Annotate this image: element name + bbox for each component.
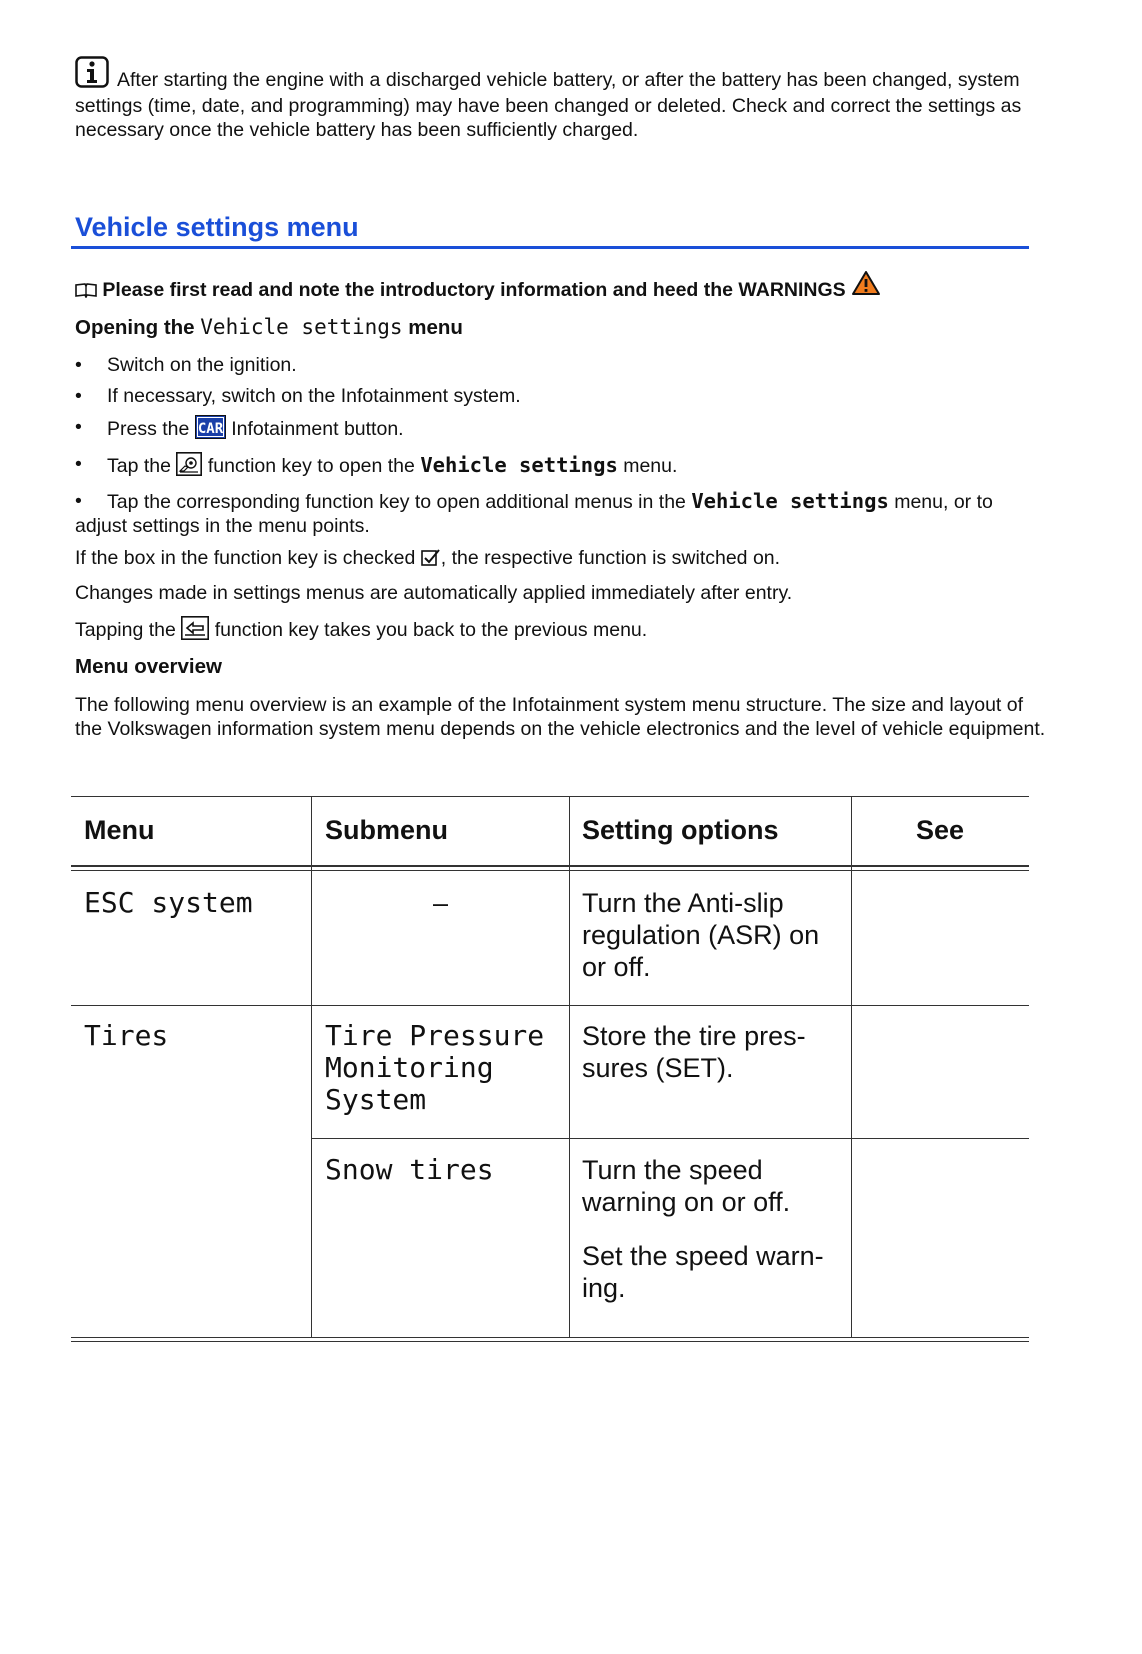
vehicle-settings-key-icon bbox=[176, 452, 202, 482]
svg-text:CAR: CAR bbox=[197, 421, 223, 437]
book-icon bbox=[75, 279, 102, 301]
list-item: • Tap the function key to open the Vehicle settings menu. bbox=[75, 452, 1050, 482]
list-item: • If necessary, switch on the Infotainment system. bbox=[75, 384, 1050, 408]
page-title: Vehicle settings menu bbox=[75, 212, 359, 242]
header-see: See bbox=[915, 815, 965, 845]
car-button-icon bbox=[195, 415, 226, 445]
submenu-snow-tires: Snow tires bbox=[325, 1153, 494, 1186]
list-item: • Switch on the ignition. bbox=[75, 353, 1050, 377]
column-divider bbox=[311, 796, 312, 1338]
auto-apply-note: Changes made in settings menus are automatically applied immediately after entry. bbox=[75, 582, 793, 604]
info-note-text: After starting the engine with a discharged vehicle battery, or after the battery has been changed, system settings (time, date, and programming) may have been changed or deleted. Check and correct the settings as necessary once the vehicle battery has been sufficiently charged. bbox=[75, 69, 1022, 141]
setting-option-store-pressures: Store the tire pres- sures (SET). bbox=[582, 1021, 806, 1083]
checked-box-icon bbox=[421, 548, 441, 574]
menu-esc-system: ESC system bbox=[84, 886, 253, 919]
menu-overview-text: The following menu overview is an example of the Infotainment system menu structure. The size and layout of the Volkswagen information system menu depends on the vehicle electronics and the level of vehicle equipment. bbox=[75, 694, 1046, 740]
steps-list bbox=[75, 353, 1050, 545]
menu-tires: Tires bbox=[84, 1019, 169, 1052]
warning-triangle-icon bbox=[851, 279, 881, 301]
read-warnings-line bbox=[75, 270, 881, 302]
info-icon bbox=[75, 56, 109, 94]
row-rule bbox=[312, 1138, 1029, 1139]
setting-option-asr: Turn the Anti-slip regulation (ASR) on or off. bbox=[582, 888, 820, 982]
header-submenu: Submenu bbox=[325, 815, 449, 845]
table-bottom-rule bbox=[71, 1337, 1029, 1338]
read-warnings-text: Please first read and note the introductory information and heed the WARNINGS bbox=[102, 279, 846, 301]
title-underline bbox=[71, 246, 1029, 249]
table-bottom-rule-2 bbox=[71, 1341, 1029, 1342]
setting-option-speed-warning: Turn the speed warning on or off. Set the speed warn- ing. bbox=[582, 1155, 824, 1303]
back-note: Tapping the function key takes you back to the previous menu. bbox=[75, 616, 1050, 646]
list-item: • Press the CAR Infotainment button. bbox=[75, 415, 1050, 445]
info-note bbox=[75, 56, 1050, 142]
menu-overview-table bbox=[71, 796, 1029, 1342]
list-item: • Tap the corresponding function key to open additional menus in the Vehicle settings menu, or to adjust settings in the menu points. bbox=[75, 489, 1050, 538]
submenu-none: – bbox=[432, 888, 449, 918]
submenu-tire-pressure: Tire Pressure Monitoring System bbox=[325, 1019, 545, 1116]
header-menu: Menu bbox=[84, 815, 155, 845]
opening-heading-code: Vehicle settings bbox=[200, 315, 403, 339]
opening-heading-prefix: Opening the bbox=[75, 316, 195, 339]
header-setting-options: Setting options bbox=[582, 815, 779, 845]
column-divider bbox=[569, 796, 570, 1338]
column-divider bbox=[851, 796, 852, 1338]
row-rule bbox=[71, 1005, 1029, 1006]
menu-overview-heading: Menu overview bbox=[75, 655, 222, 678]
checkbox-note: If the box in the function key is checked , the respective function is switched on. bbox=[75, 546, 1050, 574]
header-rule bbox=[71, 865, 1029, 867]
back-arrow-icon bbox=[181, 616, 209, 646]
table-top-rule bbox=[71, 796, 1029, 797]
opening-heading-suffix: menu bbox=[408, 316, 463, 339]
header-rule-2 bbox=[71, 870, 1029, 871]
opening-heading bbox=[75, 315, 463, 340]
